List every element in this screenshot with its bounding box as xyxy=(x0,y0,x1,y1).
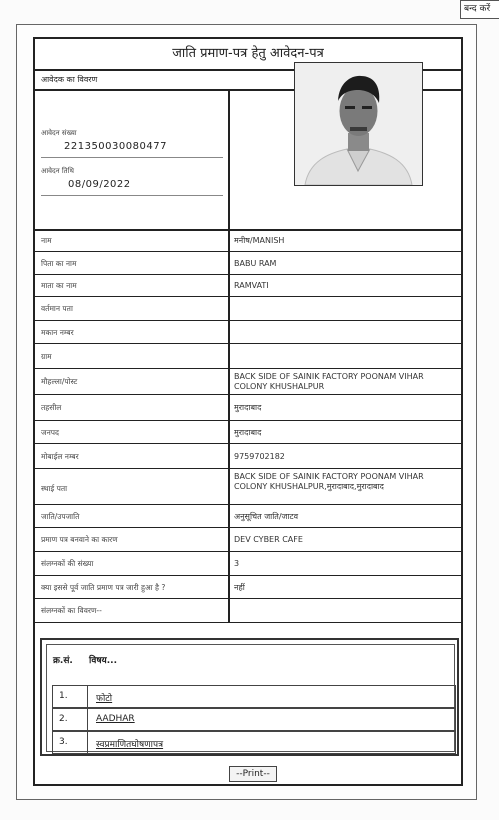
field-value: DEV CYBER CAFE xyxy=(234,535,303,544)
column-divider xyxy=(87,709,88,730)
column-divider xyxy=(87,732,88,753)
form-row xyxy=(35,344,461,369)
form-row xyxy=(35,369,461,395)
attachment-serial: 1. xyxy=(59,691,68,701)
form-row xyxy=(35,252,461,275)
column-divider xyxy=(228,469,230,504)
attachment-row xyxy=(52,685,456,708)
application-number: 221350030080477 xyxy=(64,141,167,152)
column-divider xyxy=(228,599,230,622)
field-label: तहसील xyxy=(41,403,62,412)
column-divider xyxy=(228,297,230,320)
field-label: जाति/उपजाति xyxy=(41,511,80,521)
form-row xyxy=(35,469,461,505)
attachments-panel xyxy=(40,638,459,756)
field-value: 3 xyxy=(234,559,240,568)
form-title: जाति प्रमाण-पत्र हेतु आवेदन-पत्र xyxy=(35,39,461,71)
close-button[interactable]: बन्द करें xyxy=(460,0,499,19)
attachment-row xyxy=(52,708,456,731)
attachment-link[interactable]: स्वप्रमाणितघोषणापत्र xyxy=(96,740,164,750)
attachment-serial: 3. xyxy=(59,737,68,747)
form-row xyxy=(35,552,461,576)
divider xyxy=(41,157,223,158)
field-value: मनीष/MANISH xyxy=(234,235,285,245)
field-label: नाम xyxy=(41,235,52,245)
field-label: संलग्नकों का विवरण-- xyxy=(41,606,102,615)
column-divider xyxy=(228,369,230,394)
application-meta xyxy=(35,91,230,229)
attachments-table xyxy=(46,644,455,752)
field-label: स्थाई पता xyxy=(41,484,68,493)
column-divider xyxy=(228,344,230,368)
field-value: मुरादाबाद xyxy=(234,427,262,437)
field-value: मुरादाबाद xyxy=(234,403,262,412)
column-divider xyxy=(228,421,230,443)
field-label: क्या इससे पूर्व जाति प्रमाण पत्र जारी हुआ है ? xyxy=(41,582,166,592)
column-divider xyxy=(228,444,230,468)
field-label: पिता का नाम xyxy=(41,258,77,268)
field-value: BACK SIDE OF SAINIK FACTORY POONAM VIHAR COLONY KHUSHALPUR,मुरादाबाद,मुरादाबाद xyxy=(234,472,424,491)
column-divider xyxy=(228,505,230,527)
form-row xyxy=(35,599,461,623)
field-value: RAMVATI xyxy=(234,281,269,290)
form-row xyxy=(35,505,461,528)
application-date-label: आवेदन तिथि xyxy=(41,167,74,175)
column-divider xyxy=(228,229,230,251)
column-divider xyxy=(228,252,230,274)
attachment-row xyxy=(52,731,456,754)
column-divider xyxy=(87,686,88,707)
field-label: माता का नाम xyxy=(41,281,77,290)
attachment-link[interactable]: AADHAR xyxy=(96,714,135,724)
field-label: मौहल्ला/पोस्ट xyxy=(41,377,78,386)
form-row xyxy=(35,321,461,344)
column-divider xyxy=(228,395,230,420)
field-label: मकान नम्बर xyxy=(41,327,74,337)
column-divider xyxy=(228,576,230,598)
field-value: अनुसूचित जाति/जाटव xyxy=(234,511,299,521)
field-label: वर्तमान पता xyxy=(41,304,73,313)
column-header-subject: विषय... xyxy=(89,656,118,666)
attachment-serial: 2. xyxy=(59,714,68,724)
form-row xyxy=(35,395,461,421)
column-header-serial: क्र.सं. xyxy=(53,656,73,666)
column-divider xyxy=(228,552,230,575)
column-divider xyxy=(228,528,230,551)
field-value: नहीं xyxy=(234,582,245,592)
form-row xyxy=(35,528,461,552)
form-row xyxy=(35,275,461,297)
attachment-link[interactable]: फोटो xyxy=(96,694,113,704)
section-applicant-details: आवेदक का विवरण xyxy=(35,69,461,91)
field-label: ग्राम xyxy=(41,351,52,361)
column-divider xyxy=(228,321,230,343)
form-row xyxy=(35,297,461,321)
field-value: 9759702182 xyxy=(234,451,285,461)
form-row xyxy=(35,421,461,444)
field-label: प्रमाण पत्र बनवाने का कारण xyxy=(41,535,118,544)
field-value: BACK SIDE OF SAINIK FACTORY POONAM VIHAR COLONY KHUSHALPUR xyxy=(234,372,424,391)
application-date: 08/09/2022 xyxy=(68,179,131,190)
application-number-label: आवेदन संख्या xyxy=(41,129,77,137)
print-button[interactable]: --Print-- xyxy=(229,766,277,782)
field-label: जनपद xyxy=(41,427,59,437)
form-row xyxy=(35,229,461,252)
form-row xyxy=(35,444,461,469)
field-label: संलग्नकों की संख्या xyxy=(41,559,94,568)
field-value: BABU RAM xyxy=(234,258,277,268)
divider xyxy=(41,195,223,196)
column-divider xyxy=(228,275,230,296)
person-photo-icon xyxy=(295,63,422,185)
field-label: मोबाईल नम्बर xyxy=(41,451,79,461)
form-row xyxy=(35,576,461,599)
applicant-photo xyxy=(294,62,423,186)
